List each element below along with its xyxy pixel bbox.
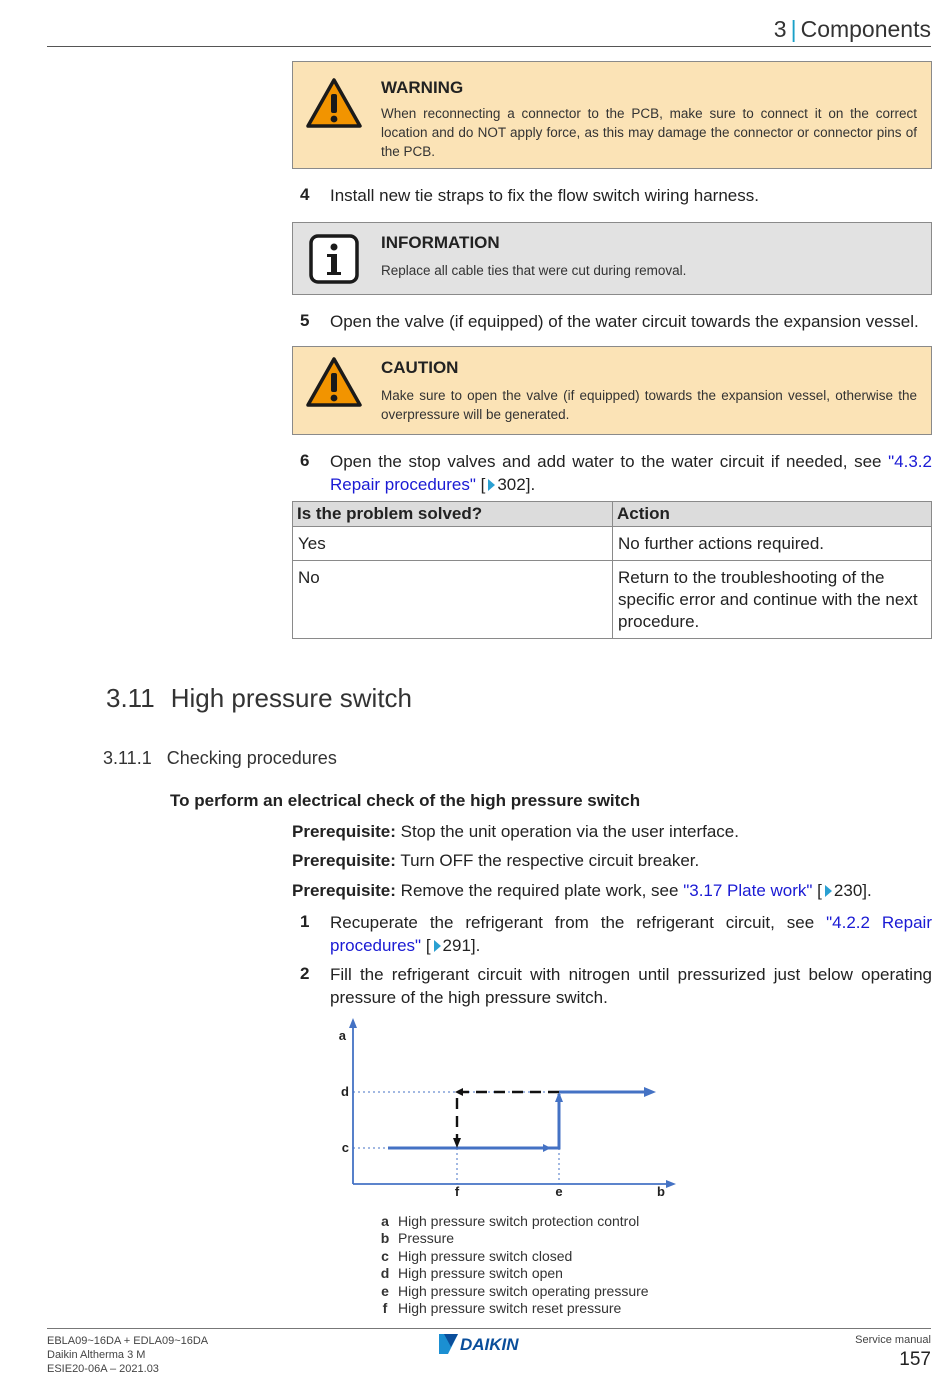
legend-item: f High pressure switch reset pressure bbox=[382, 1300, 622, 1317]
step-number: 6 bbox=[300, 451, 310, 470]
header-separator: | bbox=[790, 16, 797, 42]
procedure-title: To perform an electrical check of the high pressure switch bbox=[170, 791, 641, 810]
logo-wordmark: DAIKIN bbox=[460, 1335, 519, 1354]
diagram-legend bbox=[372, 1213, 649, 1317]
table-cell: Yes bbox=[293, 527, 613, 561]
table-header-row bbox=[293, 502, 932, 527]
prerequisite-label: Prerequisite: bbox=[292, 822, 396, 841]
subsection-heading bbox=[103, 748, 337, 769]
rising-pressure-line bbox=[388, 1094, 559, 1148]
caution-text: Make sure to open the valve (if equipped) towards the expansion vessel, otherwise the overpressure will be generated. bbox=[381, 388, 917, 422]
caution-triangle-icon bbox=[305, 355, 363, 409]
table-row bbox=[293, 561, 932, 639]
table-header-cell: Action bbox=[613, 502, 932, 527]
page-ref-open: [ bbox=[812, 881, 822, 900]
section-heading bbox=[106, 683, 412, 714]
axis-label-b: b bbox=[657, 1184, 665, 1199]
step-text bbox=[330, 450, 932, 496]
problem-solved-table bbox=[292, 501, 932, 639]
subsection-title: Checking procedures bbox=[166, 748, 337, 768]
chapter-number: 3 bbox=[773, 16, 787, 42]
arrow-head bbox=[644, 1087, 656, 1097]
page-ref-open: [ bbox=[475, 475, 486, 494]
information-icon bbox=[305, 233, 363, 287]
legend-item: a High pressure switch protection control bbox=[381, 1213, 640, 1229]
page-header-title bbox=[774, 16, 931, 43]
footer-document-info bbox=[47, 1334, 208, 1376]
page-ref-close: ]. bbox=[470, 936, 481, 955]
chapter-title: Components bbox=[800, 16, 931, 42]
high-pressure-switch-diagram bbox=[330, 1012, 690, 1202]
step-text: Install new tie straps to fix the flow switch wiring harness. bbox=[330, 186, 759, 205]
warning-triangle-icon bbox=[305, 76, 363, 130]
label-e: e bbox=[555, 1184, 563, 1199]
label-f: f bbox=[454, 1184, 460, 1199]
page-ref-number[interactable]: 230 bbox=[833, 881, 863, 900]
prerequisite-label: Prerequisite: bbox=[292, 851, 396, 870]
repair-procedures-link[interactable]: "4.2.2 Repair procedures" bbox=[330, 913, 932, 955]
table-row bbox=[293, 527, 932, 561]
legend-item: e High pressure switch operating pressure bbox=[381, 1282, 649, 1299]
step-number: 4 bbox=[300, 185, 310, 204]
table-cell: No further actions required. bbox=[613, 527, 932, 561]
information-text: Replace all cable ties that were cut during removal. bbox=[381, 263, 687, 278]
step-number: 1 bbox=[300, 912, 310, 931]
section-number: 3.11 bbox=[106, 683, 155, 713]
daikin-logo bbox=[438, 1333, 542, 1355]
step-text-body: Open the stop valves and add water to the water circuit if needed, see bbox=[330, 452, 889, 471]
table-header-cell: Is the problem solved? bbox=[293, 502, 613, 527]
page-ref-close: ]. bbox=[862, 881, 872, 900]
plate-work-link[interactable]: "3.17 Plate work" bbox=[683, 881, 813, 900]
table-cell: No bbox=[293, 561, 613, 639]
footer-product: Daikin Altherma 3 M bbox=[47, 1349, 146, 1361]
page-ref-close: ]. bbox=[525, 475, 536, 494]
legend-item: d High pressure switch open bbox=[380, 1265, 563, 1282]
prerequisite bbox=[292, 881, 872, 901]
warning-text: When reconnecting a connector to the PCB, make sure to connect it on the correct location and do NOT apply force, as this may damage the connector or connector pins of the PCB. bbox=[381, 106, 917, 159]
arrow-head bbox=[455, 1088, 463, 1096]
information-box bbox=[292, 222, 932, 295]
information-title: INFORMATION bbox=[381, 233, 500, 252]
caution-title: CAUTION bbox=[381, 358, 459, 377]
warning-box bbox=[292, 61, 932, 169]
label-c: c bbox=[341, 1140, 349, 1155]
page-ref-number[interactable]: 291 bbox=[442, 936, 471, 955]
section-title: High pressure switch bbox=[170, 683, 412, 713]
page-ref-arrow-icon bbox=[488, 479, 495, 491]
step-text: Fill the refrigerant circuit with nitrogen until pressurized just below operating pressure of the high pressure switch. bbox=[330, 965, 932, 1007]
prerequisite-text: Stop the unit operation via the user interface. bbox=[395, 822, 739, 841]
prerequisite bbox=[292, 822, 739, 842]
falling-pressure-line bbox=[457, 1092, 559, 1140]
step-text: Open the valve (if equipped) of the water circuit towards the expansion vessel. bbox=[330, 312, 919, 331]
page-ref-arrow-icon bbox=[825, 885, 832, 897]
legend-item: b Pressure bbox=[380, 1230, 455, 1247]
y-axis-arrow bbox=[349, 1018, 357, 1028]
step-number: 2 bbox=[300, 964, 310, 983]
table-cell: Return to the troubleshooting of the specific error and continue with the next procedure. bbox=[613, 561, 932, 639]
footer-rule bbox=[47, 1328, 931, 1329]
caution-box bbox=[292, 346, 932, 435]
axis-label-a: a bbox=[338, 1028, 346, 1043]
footer-doc-type: Service manual bbox=[855, 1334, 931, 1346]
page-ref-open: [ bbox=[421, 936, 431, 955]
label-d: d bbox=[341, 1084, 349, 1099]
footer-doc-code: ESIE20-06A – 2021.03 bbox=[47, 1363, 159, 1375]
footer-model: EBLA09~16DA + EDLA09~16DA bbox=[47, 1335, 209, 1347]
page-ref-number[interactable]: 302 bbox=[497, 475, 526, 494]
repair-procedures-link[interactable]: "4.3.2 Repair procedures" bbox=[330, 452, 932, 494]
prerequisite-text: Turn OFF the respective circuit breaker. bbox=[395, 851, 700, 870]
arrow-head bbox=[543, 1144, 551, 1152]
legend-item: c High pressure switch closed bbox=[381, 1247, 573, 1264]
x-axis-arrow bbox=[666, 1180, 676, 1188]
prerequisite-text: Remove the required plate work, see bbox=[395, 881, 684, 900]
prerequisite bbox=[292, 851, 699, 871]
page-number: 157 bbox=[899, 1349, 931, 1370]
header-rule bbox=[47, 46, 931, 47]
page-ref-arrow-icon bbox=[434, 940, 441, 952]
warning-title: WARNING bbox=[381, 78, 464, 97]
step-number: 5 bbox=[300, 311, 310, 330]
prerequisite-label: Prerequisite: bbox=[292, 881, 396, 900]
step-text bbox=[330, 911, 932, 957]
subsection-number: 3.11.1 bbox=[103, 748, 152, 768]
step-text-body: Recuperate the refrigerant from the refrigerant circuit, see bbox=[330, 913, 827, 932]
